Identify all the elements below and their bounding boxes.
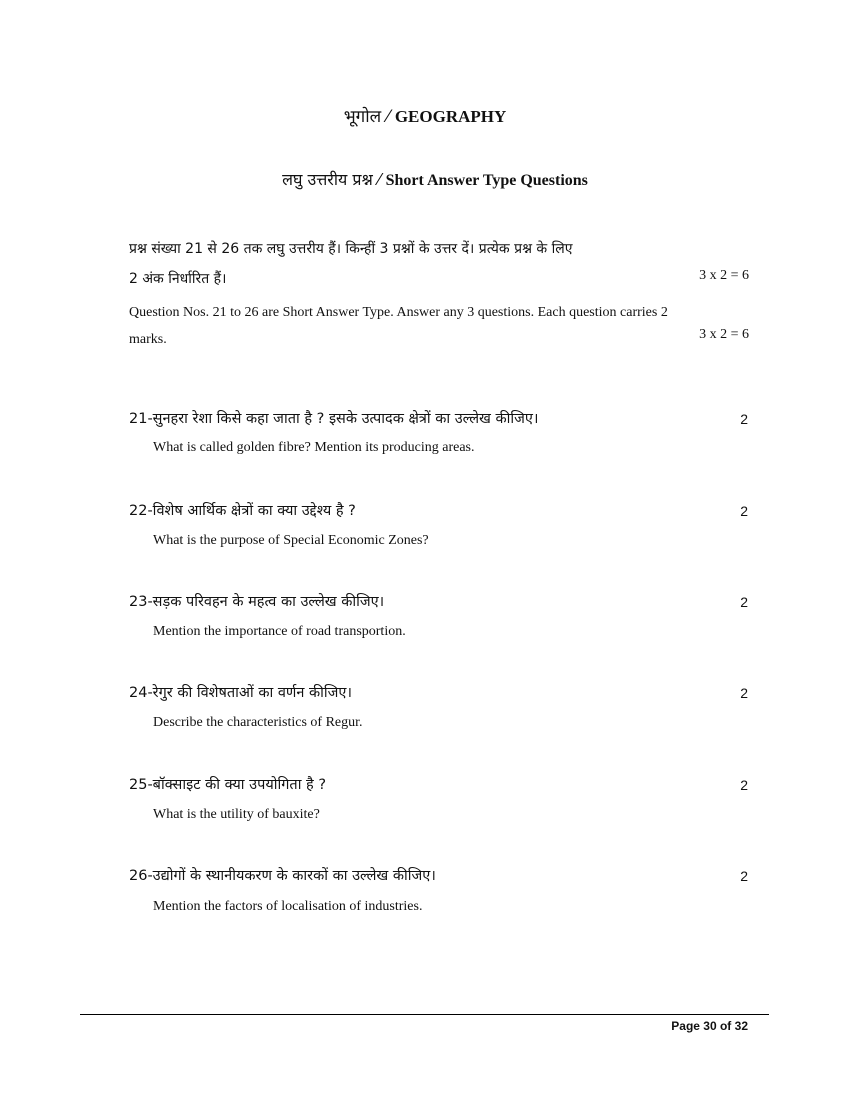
title-english: GEOGRAPHY — [394, 107, 507, 126]
instructions-english-line2: marks. — [129, 332, 167, 347]
question-23-hindi: 23-सड़क परिवहन के महत्व का उल्लेख कीजिए। — [129, 594, 385, 610]
instructions-english — [129, 299, 749, 353]
title-hindi: भूगोल — [343, 107, 382, 127]
question-25-marks: 2 — [740, 777, 748, 793]
title-separator: ⁄ — [381, 107, 395, 127]
footer-divider — [80, 1014, 769, 1015]
section-heading-separator: ⁄ — [372, 170, 386, 189]
question-23-english: Mention the importance of road transportion. — [153, 624, 406, 639]
page-title — [0, 104, 850, 127]
question-26-hindi: 26-उद्योगों के स्थानीयकरण के कारकों का उल्लेख कीजिए। — [129, 868, 436, 884]
instructions-english-marks: 3 x 2 = 6 — [699, 327, 749, 342]
page-number: Page 30 of 32 — [671, 1019, 748, 1033]
question-21-marks: 2 — [740, 411, 748, 427]
question-26-english: Mention the factors of localisation of industries. — [153, 899, 423, 914]
question-24-english: Describe the characteristics of Regur. — [153, 715, 363, 730]
question-23-marks: 2 — [740, 594, 748, 610]
question-26-marks: 2 — [740, 868, 748, 884]
question-22-english: What is the purpose of Special Economic Zones? — [153, 533, 429, 548]
question-24-hindi: 24-रेगुर की विशेषताओं का वर्णन कीजिए। — [129, 685, 352, 701]
question-22-marks: 2 — [740, 503, 748, 519]
question-21-hindi: 21-सुनहरा रेशा किसे कहा जाता है ? इसके उत्पादक क्षेत्रों का उल्लेख कीजिए। — [129, 411, 539, 427]
question-25-english: What is the utility of bauxite? — [153, 807, 320, 822]
section-heading-english: Short Answer Type Questions — [385, 172, 588, 189]
instructions-hindi-line1: प्रश्न संख्या 21 से 26 तक लघु उत्तरीय हैं। किन्हीं 3 प्रश्नों के उत्तर दें। प्रत्येक प्रश्न के लिए — [129, 241, 573, 257]
section-heading — [0, 168, 850, 190]
question-21-english: What is called golden fibre? Mention its producing areas. — [153, 440, 475, 455]
question-22-hindi: 22-विशेष आर्थिक क्षेत्रों का क्या उद्देश्य है ? — [129, 503, 356, 519]
instructions-hindi-marks: 3 x 2 = 6 — [699, 268, 749, 283]
instructions-english-line1: Question Nos. 21 to 26 are Short Answer Type. Answer any 3 questions. Each question carries 2 — [129, 305, 668, 320]
question-24-marks: 2 — [740, 685, 748, 701]
instructions-hindi-line2: 2 अंक निर्धारित हैं। — [129, 271, 227, 287]
section-heading-hindi: लघु उत्तरीय प्रश्न — [282, 170, 373, 189]
question-25-hindi: 25-बॉक्साइट की क्या उपयोगिता है ? — [129, 777, 327, 793]
instructions-hindi — [129, 234, 749, 294]
